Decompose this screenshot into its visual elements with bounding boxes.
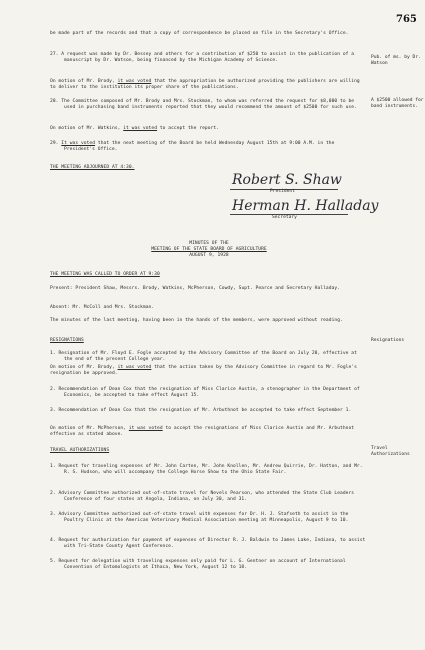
travel-5: 5. Request for delegation with traveling expenses only paid for L. G. Gentner on account of International Convention of Entomologists at Ithaca, New York, August 12 to 18. <box>50 559 346 571</box>
motion-watkins: On motion of Mr. Watkins, it was voted to accept the report. <box>50 126 219 131</box>
president-label: President <box>270 189 295 194</box>
margin-note-28: A $2500 allowed for band instruments. <box>371 98 424 110</box>
travel-2: 2. Advisory Committee authorized out-of-state travel for Nevels Pearson, who attended the State Club Leaders Conference of four states at Angola, Indiana, on July 30, and 31. <box>50 491 355 503</box>
margin-note-27: Pub. of ms. by Dr. Watson <box>371 55 421 67</box>
margin-travel: Travel Authorizations <box>371 446 410 458</box>
margin-resignations: Resignations <box>371 338 405 343</box>
president-signature: Robert S. Shaw <box>232 172 342 188</box>
secretary-label: Secretary <box>272 215 297 220</box>
resignations-heading: RESIGNATIONS <box>50 338 84 343</box>
resignation-2: 2. Recommendation of Dean Cox that the resignation of Miss Clarice Austin, a stenographer in the Department of Economics, be accepted to take effect August 15. <box>50 387 360 399</box>
page-number: 765 <box>396 14 417 25</box>
travel-1: 1. Request for traveling expenses of Mr. John Carten, Mr. John Knollen, Mr. Andrew Quirrie, Dr. Hatton, and Mr. R. S. Hudson, who will accompany the College Horse Show to the Ohio State Fair. <box>50 464 363 476</box>
called-to-order: THE MEETING WAS CALLED TO ORDER AT 9:30 <box>50 272 160 277</box>
item-29: 29. It was voted that the next meeting of the Board be held Wednesday August 15th at 9:00 A.M. in the President's Office. <box>50 141 335 153</box>
adjourned-line: THE MEETING ADJOURNED AT 4:30. <box>50 165 135 170</box>
motion-brody-1: On motion of Mr. Brody, it was voted that the appropriation be authorized providing the publishers are willing to deliver to the institution its proper share of the publications. <box>50 79 360 91</box>
minutes-heading: MINUTES OF THE MEETING OF THE STATE BOARD OF AGRICULTURE AUGUST 9, 1928 <box>151 241 267 259</box>
item-28: 28. The Committee composed of Mr. Brody and Mrs. Stockman, to whom was referred the request for $8,000 to be used in purchasing band instruments reported that they would recommend the amount of $2500 for such use. <box>50 99 357 111</box>
present-list: Present: President Shaw, Messrs. Brody, Watkins, McPherson, Cowdy, Supt. Pearce and Secretary Halladay. <box>50 286 341 291</box>
resignation-1: 1. Resignation of Mr. Floyd E. Fogle accepted by the Advisory Committee of the Board on July 20, effective at the end of the present College year. <box>50 351 357 363</box>
absent-list: Absent: Mr. McColl and Mrs. Stockman. <box>50 305 155 310</box>
motion-mcpherson: On motion of Mr. McPherson, it was voted to accept the resignations of Miss Clarice Austin and Mr. Arbuthnot effective as stated above. <box>50 426 355 438</box>
paragraph-intro: be made part of the records and that a copy of correspondence be placed on file in the Secretary's Office. <box>50 31 349 36</box>
secretary-signature: Herman H. Halladay <box>232 198 379 214</box>
item-27: 27. A request was made by Dr. Bessey and others for a contribution of $250 to assist in the publication of a manuscript by Dr. Watson, being financed by the Michigan Academy of Science. <box>50 52 355 64</box>
motion-brody-2: On motion of Mr. Brody, it was voted that the action taken by the Advisory Committee in regard to Mr. Fogle's resignation be approved. <box>50 365 357 377</box>
minutes-approved: The minutes of the last meeting, having been in the hands of the members, were approved without reading. <box>50 318 343 323</box>
resignation-3: 3. Recommendation of Dean Cox that the resignation of Mr. Arbuthnot be accepted to take effect September 1. <box>50 408 352 413</box>
travel-4: 4. Request for authorization for payment of expenses of Director R. J. Baldwin to James Lake, Indiana, to assist with Tri-State County Agent Conference. <box>50 538 366 550</box>
travel-3: 3. Advisory Committee authorized out-of-state travel with expenses for Dr. H. J. Stafseth to assist in the Poultry Clinic at the American Veterinary Medical Association meeting at Minneapolis, August 9 to 10. <box>50 512 349 524</box>
travel-heading: TRAVEL AUTHORIZATIONS <box>50 448 110 453</box>
